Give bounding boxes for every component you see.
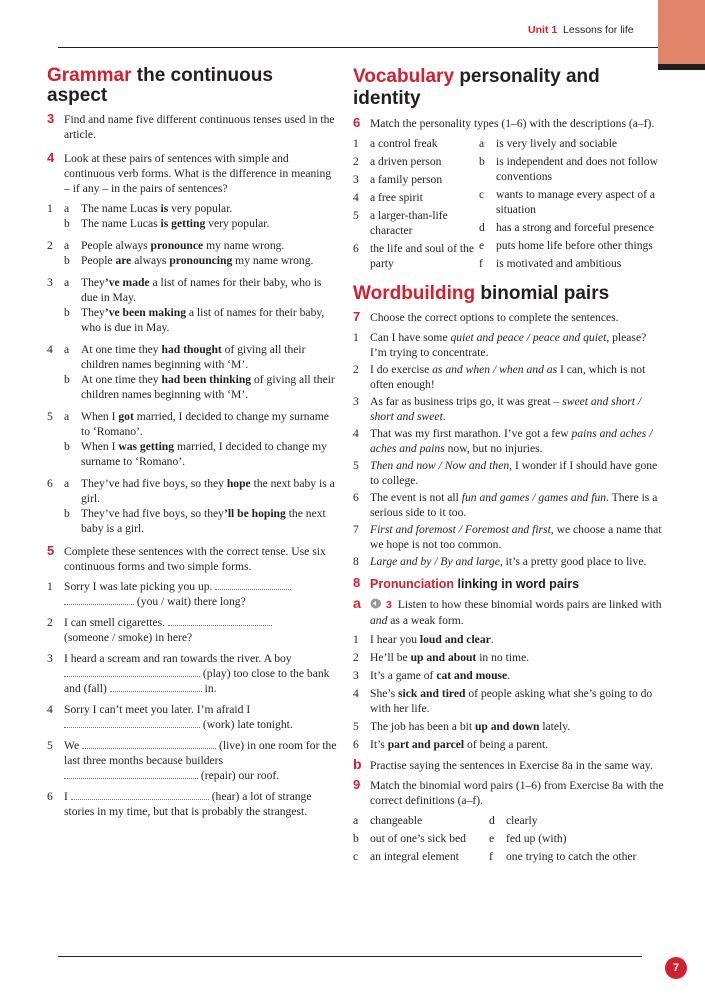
- item-number: 1: [353, 331, 359, 344]
- item-text: is motivated and ambitious: [496, 257, 622, 270]
- item-number: 2: [353, 155, 359, 168]
- list-item: 6 I (hear) a lot of strange stories in my time, but that is probably the strangest.: [47, 790, 312, 818]
- item-number: 1: [47, 202, 53, 215]
- list-item: 3 I heard a scream and ran towards the river. A boy (play) too close to the bank and (fall) in.: [47, 652, 330, 695]
- header-color-tab: [658, 0, 705, 70]
- exercise-9-instructions: Match the binomial word pairs (1–6) from Exercise 8a with the correct definitions (a–f).: [370, 779, 664, 807]
- list-item: 7 First and foremost / Foremost and first, we choose a name that we hope is not too common.: [353, 523, 662, 551]
- item-text: the life and soul of the party: [370, 242, 474, 270]
- sentence-letter: a: [64, 202, 70, 215]
- item-number: 1: [353, 633, 359, 646]
- pronunciation-heading: Pronunciation linking in word pairs: [370, 577, 580, 591]
- item-number: 5: [353, 209, 359, 222]
- item-text: a free spirit: [370, 191, 423, 204]
- item-number: 4: [353, 191, 359, 204]
- exercise-4-pairs: [47, 201, 337, 536]
- item-number: 3: [353, 669, 359, 682]
- answer-blank[interactable]: [71, 789, 209, 800]
- option-choice[interactable]: as and when / when and as: [432, 363, 558, 376]
- exercise-7-instructions: Choose the correct options to complete the sentences.: [370, 311, 619, 324]
- list-item: 5 The job has been a bit up and down lately.: [353, 720, 571, 733]
- item-text: one trying to catch the other: [506, 850, 637, 863]
- item-letter: f: [479, 257, 483, 270]
- item-text: a family person: [370, 173, 443, 186]
- item-number: 3: [353, 395, 359, 408]
- sentence-letter: a: [64, 477, 70, 490]
- right-column: [353, 66, 665, 867]
- descriptions-list: [479, 136, 665, 274]
- list-item: [353, 241, 479, 271]
- list-item: 2 I can smell cigarettes. (someone / smoke) in here?: [47, 615, 337, 645]
- item-number: 2: [47, 239, 53, 252]
- list-item: 5 Then and now / Now and then, I wonder if I should have gone to college.: [353, 459, 658, 487]
- answer-blank[interactable]: [168, 615, 272, 626]
- option-choice[interactable]: fun and games / games and fun: [461, 491, 607, 504]
- exercise-8b: b Practise saying the sentences in Exercise 8a in the same way.: [353, 756, 653, 772]
- binomial-pair: cat and mouse: [436, 669, 508, 682]
- list-item: 6 It’s part and parcel of being a parent.: [353, 738, 549, 751]
- list-item: 4 She’s sick and tired of people asking what she’s going to do with her life.: [353, 687, 653, 715]
- item-number: 5: [353, 720, 359, 733]
- item-number: 4: [353, 427, 359, 440]
- vocabulary-heading: Vocabulary personality and identity: [353, 66, 600, 109]
- item-number: 6: [47, 477, 53, 490]
- sentence-letter: a: [64, 276, 70, 289]
- item-text: a larger-than-life character: [370, 209, 448, 237]
- item-letter: f: [489, 850, 493, 863]
- item-number: 4: [353, 687, 359, 700]
- exercise-4: 4 Look at these pairs of sentences with simple and continuous verb forms. What is the difference in meaning – if any – in the pairs of sentences?: [47, 151, 337, 196]
- list-item: 5 We (live) in one room for the last three months because builders (repair) our roof.: [47, 739, 337, 782]
- audio-icon[interactable]: [370, 598, 384, 609]
- sentence-letter: b: [64, 306, 70, 319]
- list-item: [479, 220, 665, 235]
- list-item: [479, 136, 665, 151]
- list-item: [489, 813, 659, 828]
- sentence-letter: a: [64, 410, 70, 423]
- sentence-pair: [47, 238, 337, 268]
- list-item: [353, 813, 489, 828]
- header-rule: [58, 47, 658, 48]
- exercise-5: 5 Complete these sentences with the correct tense. Use six continuous forms and two simple forms.: [47, 544, 337, 574]
- list-item: 2 He’ll be up and about in no time.: [353, 651, 530, 664]
- wordbuilding-heading: Wordbuilding binomial pairs: [353, 283, 610, 304]
- list-item: 1 Sorry I was late picking you up. (you / wait) there long?: [47, 579, 337, 609]
- option-choice[interactable]: Large and by / By and large: [370, 555, 500, 568]
- pair-sentence-a: a At one time they had thought of giving all their children names beginning with ‘M’.: [64, 343, 306, 371]
- item-number: 8: [353, 555, 359, 568]
- list-item: [353, 208, 479, 238]
- list-item: [479, 187, 665, 217]
- answer-blank[interactable]: [64, 594, 134, 605]
- sentence-letter: b: [64, 373, 70, 386]
- item-text: an integral element: [370, 850, 459, 863]
- item-letter: a: [479, 137, 485, 150]
- item-number: 6: [353, 242, 359, 255]
- item-text: puts home life before other things: [496, 239, 653, 252]
- list-item: [353, 190, 479, 205]
- list-item: 4 Sorry I can’t meet you later. I’m afraid I (work) late tonight.: [47, 703, 293, 731]
- exercise-8a: a 3 Listen to how these binomial words pairs are linked with and as a weak form.: [353, 595, 662, 627]
- item-text: clearly: [506, 814, 538, 827]
- exercise-3-instructions: Find and name five different continuous tenses used in the article.: [64, 113, 335, 141]
- pair-sentence-b: b They’ve had five boys, so they’ll be hoping the next baby is a girl.: [64, 507, 326, 535]
- list-item: 1 Can I have some quiet and peace / peace and quiet, please? I’m trying to concentrate.: [353, 331, 647, 359]
- item-text: a driven person: [370, 155, 442, 168]
- item-text: is independent and does not follow conventions: [496, 155, 658, 183]
- sentence-pair: [47, 409, 337, 469]
- list-item: [353, 849, 489, 864]
- list-item: 6 The event is not all fun and games / games and fun. There is a serious side to it too.: [353, 491, 658, 519]
- pair-sentence-a: a They’ve made a list of names for their baby, who is due in May.: [64, 276, 322, 304]
- sentence-letter: b: [64, 254, 70, 267]
- sentence-letter: a: [64, 343, 70, 356]
- pair-sentence-a: a When I got married, I decided to change my surname to ‘Romano’.: [64, 410, 329, 438]
- pair-sentence-a: a The name Lucas is very popular.: [64, 202, 233, 215]
- page-header: [0, 0, 705, 70]
- sentence-pair: [47, 476, 337, 536]
- answer-blank[interactable]: [64, 666, 200, 677]
- item-letter: d: [489, 814, 495, 827]
- page-number-badge: 7: [665, 957, 687, 979]
- list-item: [489, 831, 659, 846]
- list-item: 1 I hear you loud and clear.: [353, 633, 494, 646]
- item-letter: b: [479, 155, 485, 168]
- exercise-5-items: [47, 579, 337, 819]
- item-number: 6: [353, 738, 359, 751]
- item-number: 3: [47, 276, 53, 289]
- option-choice[interactable]: First and foremost / Foremost and first: [370, 523, 551, 536]
- list-item: [353, 154, 479, 169]
- sentence-pair: [47, 342, 337, 402]
- item-text: has a strong and forceful presence: [496, 221, 655, 234]
- list-item: 4 That was my first marathon. I’ve got a few pains and aches / aches and pains now, but no injuries.: [353, 427, 653, 455]
- item-text: wants to manage every aspect of a situation: [496, 188, 656, 216]
- item-letter: c: [479, 188, 485, 201]
- exercise-8a-items: [353, 632, 665, 752]
- pair-sentence-b: b The name Lucas is getting very popular.: [64, 217, 270, 230]
- item-letter: e: [489, 832, 495, 845]
- item-number: 5: [353, 459, 359, 472]
- exercise-3: 3 Find and name five different continuous tenses used in the article.: [47, 112, 337, 142]
- item-text: changeable: [370, 814, 423, 827]
- item-letter: b: [353, 832, 359, 845]
- exercise-9-definitions: [353, 813, 665, 867]
- exercise-7: 7 Choose the correct options to complete the sentences.: [353, 310, 665, 325]
- personality-types-list: [353, 136, 479, 274]
- item-number: 4: [47, 343, 53, 356]
- item-number: 6: [353, 491, 359, 504]
- list-item: [353, 136, 479, 151]
- grammar-heading: Grammar the continuous aspect: [47, 65, 273, 106]
- item-number: 2: [353, 363, 359, 376]
- sentence-letter: b: [64, 217, 70, 230]
- answer-blank[interactable]: [215, 579, 291, 590]
- pair-sentence-b: b When I was getting married, I decided to change my surname to ‘Romano’.: [64, 440, 327, 468]
- list-item: [353, 172, 479, 187]
- option-choice[interactable]: quiet and peace / peace and quiet: [450, 331, 607, 344]
- sentence-letter: b: [64, 507, 70, 520]
- option-choice[interactable]: Then and now / Now and then: [370, 459, 510, 472]
- exercise-6-instructions: Match the personality types (1–6) with the descriptions (a–f).: [370, 117, 655, 130]
- list-item: 3 It’s a game of cat and mouse.: [353, 669, 511, 682]
- list-item: [479, 256, 665, 271]
- sentence-letter: b: [64, 440, 70, 453]
- exercise-9: 9 Match the binomial word pairs (1–6) from Exercise 8a with the correct definitions (a–f).: [353, 777, 664, 807]
- unit-title: Lessons for life: [563, 24, 634, 36]
- list-item: 2 I do exercise as and when / when and as I can, which is not often enough!: [353, 363, 646, 391]
- list-item: [489, 849, 659, 864]
- list-item: 8 Large and by / By and large, it’s a pretty good place to live.: [353, 555, 647, 568]
- list-item: [479, 238, 665, 253]
- item-text: is very lively and sociable: [496, 137, 618, 150]
- item-number: 5: [47, 410, 53, 423]
- option-choice[interactable]: pains and aches / aches and pains: [370, 427, 653, 455]
- answer-blank[interactable]: [110, 681, 202, 692]
- binomial-pair: part and parcel: [387, 738, 465, 751]
- option-choice[interactable]: sweet and short / short and sweet: [370, 395, 642, 423]
- item-number: 7: [353, 523, 359, 536]
- list-item: [353, 831, 489, 846]
- binomial-pair: loud and clear: [419, 633, 491, 646]
- unit-heading: [528, 23, 634, 38]
- item-number: 1: [353, 137, 359, 150]
- pair-sentence-a: a They’ve had five boys, so they hope the next baby is a girl.: [64, 477, 335, 505]
- item-text: a control freak: [370, 137, 438, 150]
- sentence-pair: [47, 201, 337, 231]
- answer-blank[interactable]: [64, 768, 198, 779]
- item-letter: c: [353, 850, 359, 863]
- left-column: [47, 66, 337, 825]
- item-text: out of one’s sick bed: [370, 832, 466, 845]
- pair-sentence-a: a People always pronounce my name wrong.: [64, 239, 285, 252]
- exercise-6-matching: [353, 136, 665, 274]
- sentence-letter: a: [64, 239, 70, 252]
- sentence-pair: [47, 275, 337, 335]
- item-number: 2: [353, 651, 359, 664]
- pair-sentence-b: b At one time they had been thinking of giving all their children names beginning with ‘M’.: [64, 373, 335, 401]
- list-item: [479, 154, 665, 184]
- item-letter: a: [353, 814, 359, 827]
- binomial-pair: up and down: [474, 720, 540, 733]
- item-letter: d: [479, 221, 485, 234]
- answer-blank[interactable]: [64, 717, 200, 728]
- track-number: 3: [386, 599, 392, 611]
- list-item: 3 As far as business trips go, it was great – sweet and short / short and sweet.: [353, 395, 642, 423]
- exercise-6: 6 Match the personality types (1–6) with the descriptions (a–f).: [353, 116, 665, 131]
- pair-sentence-b: b They’ve been making a list of names for their baby, who is due in May.: [64, 306, 325, 334]
- exercise-4-instructions: Look at these pairs of sentences with simple and continuous verb forms. What is the difference in meaning – if any – in the pairs of sentences?: [64, 152, 332, 195]
- exercise-7-items: [353, 330, 665, 569]
- binomial-pair: up and about: [410, 651, 477, 664]
- answer-blank[interactable]: [82, 738, 216, 749]
- exercise-8: 8 Pronunciation linking in word pairs: [353, 576, 665, 592]
- unit-label: Unit 1: [528, 24, 558, 36]
- item-number: 3: [353, 173, 359, 186]
- pair-sentence-b: b People are always pronouncing my name wrong.: [64, 254, 314, 267]
- footer-rule: [58, 956, 642, 957]
- item-text: fed up (with): [506, 832, 567, 845]
- item-letter: e: [479, 239, 485, 252]
- exercise-5-instructions: Complete these sentences with the correct tense. Use six continuous forms and two simple forms.: [64, 545, 326, 573]
- binomial-pair: sick and tired: [398, 687, 466, 700]
